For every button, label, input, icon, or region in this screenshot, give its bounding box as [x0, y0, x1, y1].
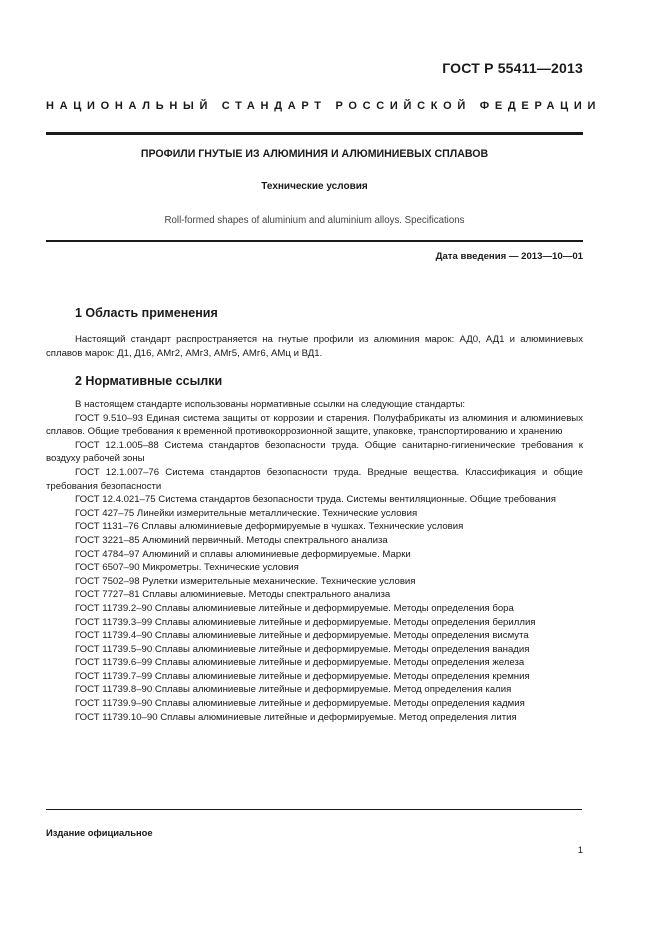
official-edition-label: Издание официальное [46, 827, 153, 838]
reference-item: ГОСТ 11739.8–90 Сплавы алюминиевые литейные и деформируемые. Метод определения калия [75, 684, 512, 696]
page-number: 1 [577, 845, 583, 856]
footer-divider [46, 809, 582, 810]
header-divider [46, 132, 583, 135]
reference-item: ГОСТ 11739.2–90 Сплавы алюминиевые литейные и деформируемые. Методы определения бора [75, 602, 514, 614]
reference-item: ГОСТ 12.1.005–88 Система стандартов безопасности труда. Общие санитарно-гигиенические требования к воздуху рабочей зоны [46, 439, 583, 465]
reference-item: ГОСТ 12.4.021–75 Система стандартов безопасности труда. Системы вентиляционные. Общие требования [75, 494, 556, 506]
reference-item: ГОСТ 3221–85 Алюминий первичный. Методы спектрального анализа [75, 534, 388, 546]
scope-paragraph: Настоящий стандарт распространяется на гнутые профили из алюминия марок: АД0, АД1 и алюминиевых сплавов марок: Д1, Д16, АМг2, АМг3, АМг5, АМг6, АМц и ВД1. [46, 334, 583, 359]
reference-item: ГОСТ 7727–81 Сплавы алюминиевые. Методы спектрального анализа [75, 589, 391, 601]
national-standard-title: НАЦИОНАЛЬНЫЙ СТАНДАРТ РОССИЙСКОЙ ФЕДЕРАЦИИ [46, 100, 602, 112]
reference-item: ГОСТ 11739.4–90 Сплавы алюминиевые литейные и деформируемые. Методы определения висмута [75, 630, 529, 642]
section-2-heading: 2 Нормативные ссылки [75, 374, 223, 388]
reference-item: ГОСТ 11739.9–90 Сплавы алюминиевые литейные и деформируемые. Методы определения кадмия [75, 698, 525, 710]
reference-item: ГОСТ 9.510–93 Единая система защиты от коррозии и старения. Полуфабрикаты из алюминия и алюминиевых сплавов. Общие требования к временной противокоррозионной защите, упаковке, транспортированию и хранению [46, 412, 583, 438]
reference-item: ГОСТ 6507–90 Микрометры. Технические условия [75, 562, 299, 574]
reference-item: ГОСТ 7502–98 Рулетки измерительные механические. Технические условия [75, 575, 416, 587]
reference-item: ГОСТ 11739.5–90 Сплавы алюминиевые литейные и деформируемые. Методы определения ванадия [75, 643, 530, 655]
reference-item: ГОСТ 11739.3–99 Сплавы алюминиевые литейные и деформируемые. Методы определения бериллия [75, 616, 536, 628]
standard-code: ГОСТ Р 55411—2013 [442, 60, 583, 76]
reference-item: ГОСТ 12.1.007–76 Система стандартов безопасности труда. Вредные вещества. Классификация и общие требования безопасности [46, 466, 583, 492]
references-intro: В настоящем стандарте использованы нормативные ссылки на следующие стандарты: [75, 399, 466, 410]
title-divider [46, 240, 583, 242]
reference-item: ГОСТ 427–75 Линейки измерительные металлические. Технические условия [75, 507, 418, 519]
section-1-heading: 1 Область применения [75, 306, 218, 320]
document-title: ПРОФИЛИ ГНУТЫЕ ИЗ АЛЮМИНИЯ И АЛЮМИНИЕВЫХ СПЛАВОВ [140, 148, 489, 160]
document-subtitle: Технические условия [261, 181, 368, 192]
reference-item: ГОСТ 4784–97 Алюминий и сплавы алюминиевые деформируемые. Марки [75, 548, 411, 560]
introduction-date: Дата введения — 2013—10—01 [435, 251, 583, 262]
english-title: Roll-formed shapes of aluminium and aluminium alloys. Specifications [164, 215, 465, 226]
reference-item: ГОСТ 1131–76 Сплавы алюминиевые деформируемые в чушках. Технические условия [75, 521, 464, 533]
section-1-body [46, 333, 583, 360]
reference-item: ГОСТ 11739.7–99 Сплавы алюминиевые литейные и деформируемые. Методы определения кремния [75, 670, 530, 682]
reference-item: ГОСТ 11739.10–90 Сплавы алюминиевые литейные и деформируемые. Метод определения лития [75, 711, 517, 723]
normative-references [46, 398, 583, 724]
reference-item: ГОСТ 11739.6–99 Сплавы алюминиевые литейные и деформируемые. Методы определения железа [75, 657, 525, 669]
